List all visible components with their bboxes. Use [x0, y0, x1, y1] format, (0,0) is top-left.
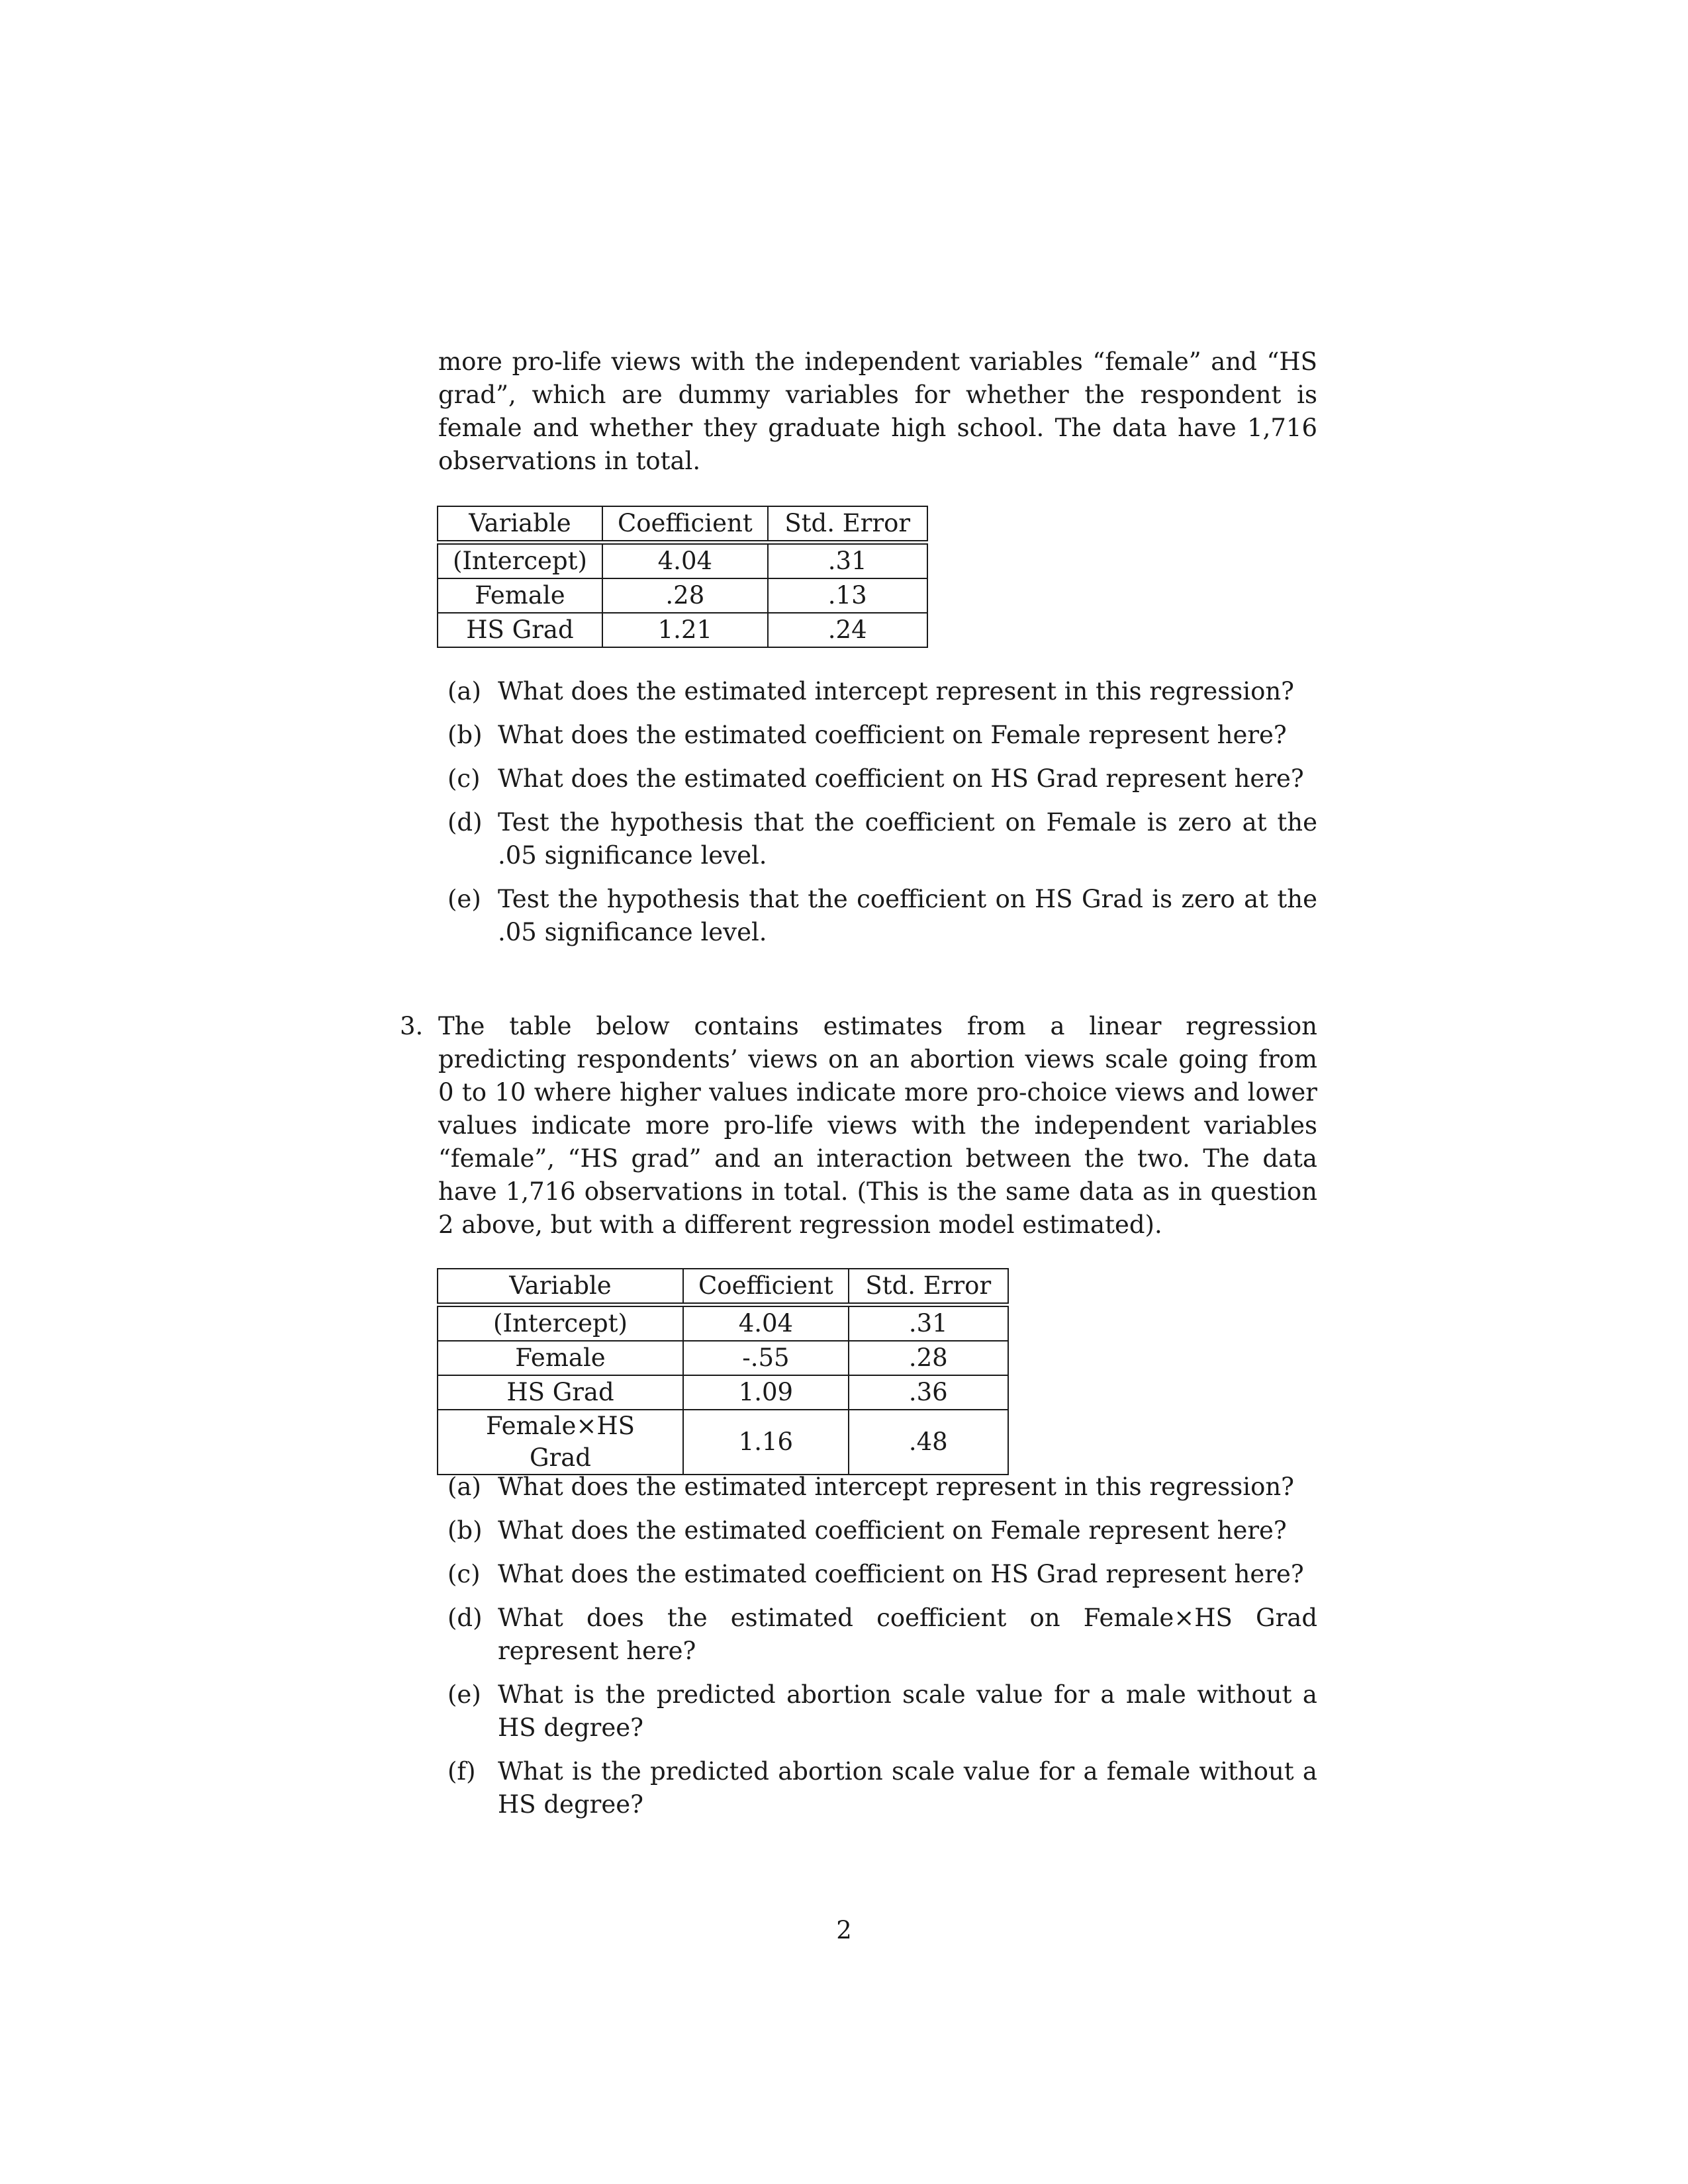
header-std-error: Std. Error — [768, 506, 927, 543]
q3-item-c — [447, 1558, 1317, 1591]
q3-item-b — [447, 1514, 1317, 1547]
table-row — [438, 613, 927, 647]
item-label: (e) — [447, 885, 481, 913]
table-row — [438, 1375, 1008, 1410]
item-label: (f) — [447, 1757, 476, 1786]
q3-item-a — [447, 1471, 1317, 1504]
cell-std-error: .36 — [849, 1375, 1008, 1410]
cell-variable: Female — [438, 578, 602, 613]
header-variable: Variable — [438, 506, 602, 543]
q2-item-a — [447, 675, 1317, 708]
item-text: What does the estimated intercept represent in this regression? — [498, 1473, 1295, 1501]
table-row — [438, 1305, 1008, 1342]
cell-coefficient: 1.16 — [683, 1410, 849, 1475]
cell-coefficient: -.55 — [683, 1341, 849, 1375]
item-label: (d) — [447, 1604, 483, 1632]
item-label: (a) — [447, 677, 481, 705]
cell-std-error: .28 — [849, 1341, 1008, 1375]
item-text: What does the estimated coefficient on Female×HS Grad represent here? — [498, 1604, 1317, 1665]
q2-item-e — [447, 883, 1317, 949]
item-text: What does the estimated coefficient on HS Grad represent here? — [498, 1560, 1304, 1588]
cell-variable: HS Grad — [438, 1375, 683, 1410]
cell-std-error: .24 — [768, 613, 927, 647]
page-number: 2 — [836, 1916, 852, 1944]
cell-variable: Female — [438, 1341, 683, 1375]
item-text: What is the predicted abortion scale value for a female without a HS degree? — [498, 1757, 1317, 1819]
cell-variable: (Intercept) — [438, 543, 602, 579]
table-header-row — [438, 506, 927, 543]
q2-item-b — [447, 719, 1317, 752]
cell-coefficient: 1.09 — [683, 1375, 849, 1410]
cell-coefficient: 4.04 — [602, 543, 768, 579]
continuation-paragraph: more pro-life views with the independent variables “female” and “HS grad”, which are dummy variables for whether the respondent is female and whether they graduate high school. The data have 1,716 observations in total. — [438, 347, 1317, 475]
item-label: (b) — [447, 1516, 483, 1545]
item-label: (c) — [447, 764, 481, 793]
item-label: (e) — [447, 1680, 481, 1709]
header-std-error: Std. Error — [849, 1269, 1008, 1305]
item-text: Test the hypothesis that the coefficient on HS Grad is zero at the .05 significance level. — [498, 885, 1317, 946]
regression-table-2 — [437, 1268, 1009, 1475]
item-text: What does the estimated intercept represent in this regression? — [498, 677, 1295, 705]
header-coefficient: Coefficient — [683, 1269, 849, 1305]
cell-variable: HS Grad — [438, 613, 602, 647]
table-row — [438, 1341, 1008, 1375]
q2-item-d — [447, 806, 1317, 872]
table-row — [438, 1410, 1008, 1475]
cell-std-error: .31 — [849, 1305, 1008, 1342]
cell-coefficient: 1.21 — [602, 613, 768, 647]
item-text: What does the estimated coefficient on Female represent here? — [498, 1516, 1287, 1545]
item-label: (c) — [447, 1560, 481, 1588]
cell-coefficient: 4.04 — [683, 1305, 849, 1342]
cell-variable: Female×HS Grad — [438, 1410, 683, 1475]
q3-item-f — [447, 1755, 1317, 1821]
item-text: What does the estimated coefficient on Female represent here? — [498, 721, 1287, 749]
table-row — [438, 578, 927, 613]
cell-variable: (Intercept) — [438, 1305, 683, 1342]
cell-coefficient: .28 — [602, 578, 768, 613]
question-3-number: 3. — [400, 1012, 424, 1040]
q3-item-e — [447, 1678, 1317, 1745]
regression-table-1 — [437, 506, 928, 648]
q2-item-c — [447, 762, 1317, 796]
item-text: What does the estimated coefficient on HS Grad represent here? — [498, 764, 1304, 793]
item-label: (d) — [447, 808, 483, 837]
item-text: Test the hypothesis that the coefficient on Female is zero at the .05 significance level. — [498, 808, 1317, 870]
header-variable: Variable — [438, 1269, 683, 1305]
q3-item-d — [447, 1602, 1317, 1668]
table-row — [438, 543, 927, 579]
cell-std-error: .48 — [849, 1410, 1008, 1475]
header-coefficient: Coefficient — [602, 506, 768, 543]
table-header-row — [438, 1269, 1008, 1305]
item-label: (a) — [447, 1473, 481, 1501]
item-text: What is the predicted abortion scale value for a male without a HS degree? — [498, 1680, 1317, 1742]
item-label: (b) — [447, 721, 483, 749]
cell-std-error: .31 — [768, 543, 927, 579]
question-3-text: The table below contains estimates from a linear regression predicting respondents’ views on an abortion views scale going from 0 to 10 where higher values indicate more pro-choice views and lower values indicate more pro-life views with the independent variables “female”, “HS grad” and an interaction between the two. The data have 1,716 observations in total. (This is the same data as in question 2 above, but with a different regression model estimated). — [438, 1012, 1317, 1239]
cell-std-error: .13 — [768, 578, 927, 613]
